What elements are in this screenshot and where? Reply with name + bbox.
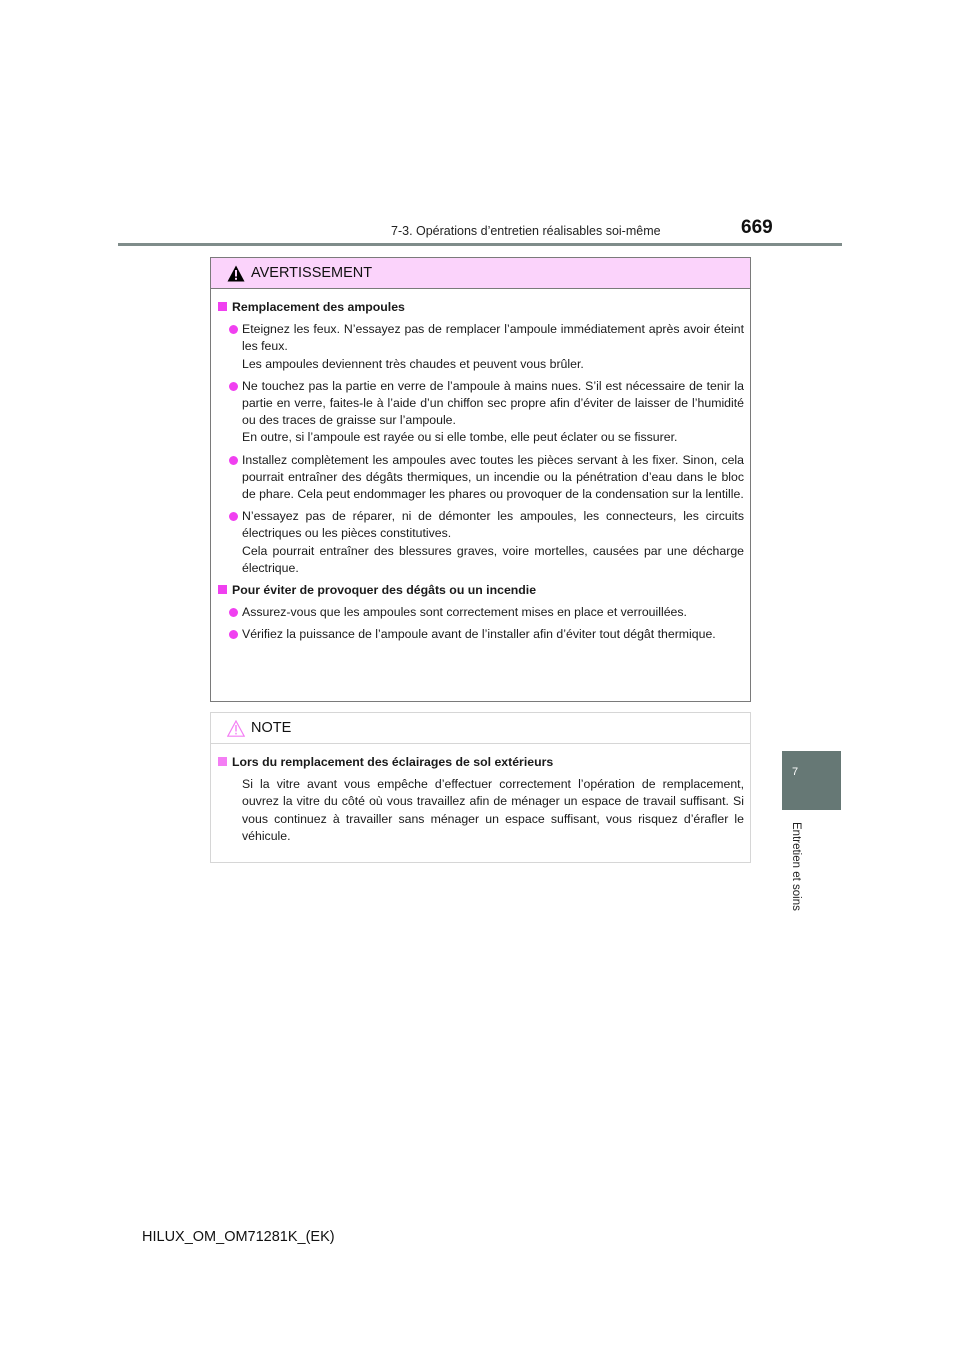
document-code: HILUX_OM_OM71281K_(EK) bbox=[142, 1229, 335, 1245]
chapter-number: 7 bbox=[792, 766, 799, 778]
chapter-tab bbox=[782, 751, 841, 810]
warning-triangle-icon bbox=[227, 265, 245, 282]
section-heading: Pour éviter de provoquer des dégâts ou un incendie bbox=[218, 582, 744, 599]
round-bullet-icon bbox=[229, 512, 238, 521]
list-item: Ne touchez pas la partie en verre de l’ampoule à mains nues. S’il est nécessaire de tenir la partie en verre, faites-le à l’aide d’un chiffon sec propre afin d’éviter de laisser de l’humidité ou des traces de graisse sur l’ampoule. En outre, si l’ampoule est rayée ou si elle tombe, elle peut éclater ou se fissurer. bbox=[229, 378, 744, 447]
round-bullet-icon bbox=[229, 382, 238, 391]
note-header bbox=[211, 713, 750, 744]
section-heading: Remplacement des ampoules bbox=[218, 299, 744, 316]
warning-title: AVERTISSEMENT bbox=[251, 265, 373, 281]
warning-box bbox=[210, 257, 751, 702]
header-rule bbox=[118, 243, 842, 246]
warning-header bbox=[211, 258, 750, 289]
round-bullet-icon bbox=[229, 630, 238, 639]
section-title: 7-3. Opérations d’entretien réalisables soi-même bbox=[391, 224, 661, 238]
note-box bbox=[210, 712, 751, 863]
list-item: Eteignez les feux. N’essayez pas de remplacer l’ampoule immédiatement après avoir éteint les feux. Les ampoules deviennent très chaudes et peuvent vous brûler. bbox=[229, 321, 744, 373]
note-title: NOTE bbox=[251, 720, 292, 736]
square-bullet-icon bbox=[218, 585, 227, 594]
caution-triangle-outline-icon bbox=[227, 720, 245, 737]
section-heading: Lors du remplacement des éclairages de sol extérieurs bbox=[218, 754, 744, 771]
list-item: Assurez-vous que les ampoules sont correctement mises en place et verrouillées. bbox=[229, 604, 744, 621]
list-item: Vérifiez la puissance de l’ampoule avant de l’installer afin d’éviter tout dégât thermique. bbox=[229, 626, 744, 643]
list-item: Installez complètement les ampoules avec toutes les pièces servant à les fixer. Sinon, cela pourrait entraîner des dégâts thermiques, un incendie ou la pénétration d’eau dans le bloc de phare. Cela peut endommager les phares ou provoquer de la condensation sur la lentille. bbox=[229, 452, 744, 504]
chapter-title: Entretien et soins bbox=[790, 822, 802, 911]
round-bullet-icon bbox=[229, 325, 238, 334]
square-bullet-icon bbox=[218, 302, 227, 311]
round-bullet-icon bbox=[229, 608, 238, 617]
page-number: 669 bbox=[741, 217, 773, 238]
list-item: N’essayez pas de réparer, ni de démonter les ampoules, les connecteurs, les circuits électriques ou les pièces constitutives. Cela pourrait entraîner des blessures graves, voire mortelles, causées par une décharge électrique. bbox=[229, 508, 744, 577]
square-bullet-icon bbox=[218, 757, 227, 766]
round-bullet-icon bbox=[229, 456, 238, 465]
note-text: Si la vitre avant vous empêche d’effectuer correctement l’opération de remplacement, ouvrez la vitre du côté où vous travaillez afin de ménager un espace de travail suffisant. Si vous continuez à travailler sans ménager un espace suffisant, vous risquez d’érafler le véhicule. bbox=[242, 777, 744, 843]
